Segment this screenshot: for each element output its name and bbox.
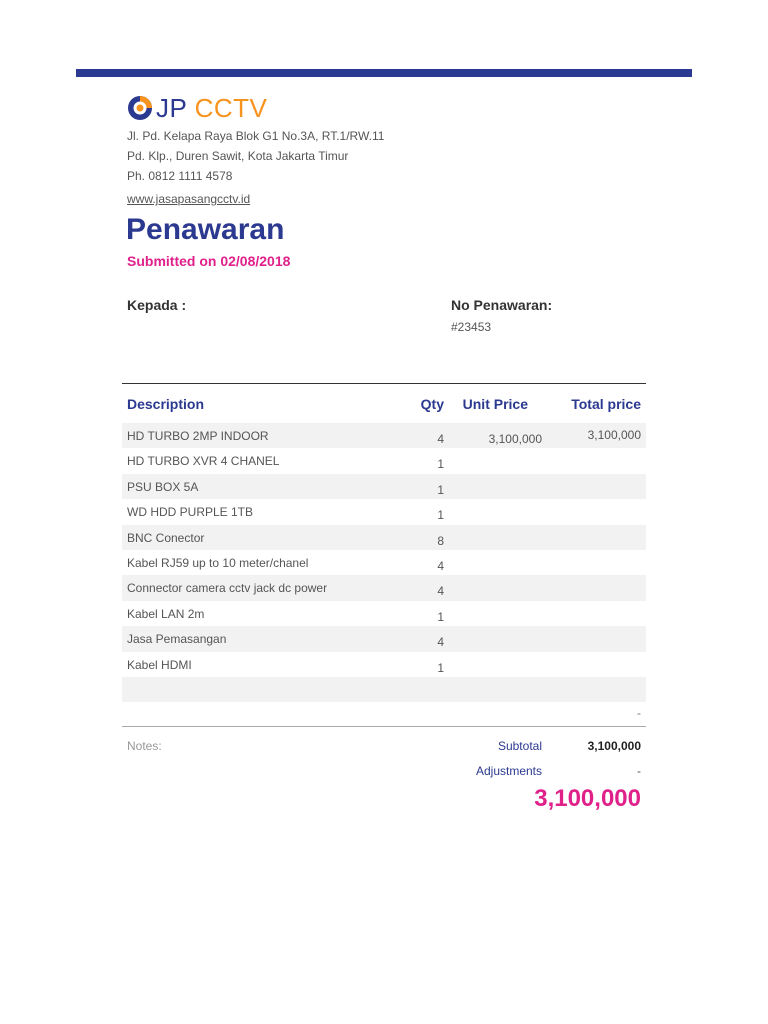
adjustments-label: Adjustments <box>475 764 542 778</box>
company-address-line2: Pd. Klp., Duren Sawit, Kota Jakarta Timur <box>127 149 349 163</box>
row-qty: 1 <box>437 457 444 472</box>
row-description: WD HDD PURPLE 1TB <box>127 505 254 520</box>
row-qty: 4 <box>437 432 444 446</box>
company-address-line1: Jl. Pd. Kelapa Raya Blok G1 No.3A, RT.1/RW.11 <box>127 129 385 143</box>
row-qty: 4 <box>437 558 444 573</box>
recipient-label: Kepada : <box>127 297 187 313</box>
trailing-total: - <box>637 706 641 721</box>
table-body <box>122 423 646 702</box>
table-row <box>122 474 646 499</box>
header-unit-price: Unit Price <box>462 396 528 412</box>
row-description: Jasa Pemasangan <box>127 632 227 647</box>
table-row <box>122 652 646 677</box>
header-description: Description <box>127 396 205 412</box>
camera-lens-icon <box>127 95 153 121</box>
row-description: Kabel HDMI <box>127 657 192 672</box>
table-row <box>122 575 646 600</box>
subtotal-label: Subtotal <box>497 739 542 753</box>
subtotal-value: 3,100,000 <box>587 739 641 753</box>
logo-suffix: CCTV <box>194 93 268 123</box>
row-description: PSU BOX 5A <box>127 479 199 494</box>
row-description: Kabel LAN 2m <box>127 606 205 621</box>
row-unit-price: 3,100,000 <box>488 432 542 446</box>
header-bar <box>76 69 692 77</box>
table-row <box>122 423 646 448</box>
company-logo <box>127 93 267 123</box>
row-description: Kabel RJ59 up to 10 meter/chanel <box>127 555 309 570</box>
table-row <box>122 601 646 626</box>
document-title: Penawaran <box>126 213 285 246</box>
notes-label: Notes: <box>127 739 162 753</box>
table-row <box>122 499 646 524</box>
row-qty: 8 <box>437 533 444 548</box>
table-header <box>122 384 646 423</box>
row-qty: 1 <box>437 609 444 624</box>
header-qty: Qty <box>420 396 444 412</box>
company-phone: Ph. 0812 1111 4578 <box>127 169 233 183</box>
table-row <box>122 448 646 473</box>
row-qty: 1 <box>437 508 444 523</box>
adjustments-value: - <box>637 764 641 778</box>
row-description: HD TURBO 2MP INDOOR <box>127 429 269 443</box>
logo-prefix: JP <box>156 93 187 123</box>
row-qty: 4 <box>437 635 444 650</box>
table-trailing-row <box>122 702 646 726</box>
items-table <box>122 383 646 727</box>
grand-total: 3,100,000 <box>534 785 641 812</box>
row-description: BNC Conector <box>127 530 205 545</box>
table-bottom-rule <box>122 726 646 727</box>
table-row <box>122 525 646 550</box>
row-qty: 1 <box>437 482 444 497</box>
table-row <box>122 626 646 651</box>
quote-number-label: No Penawaran: <box>451 297 553 313</box>
quote-number: #23453 <box>451 320 492 334</box>
table-row <box>122 550 646 575</box>
header-total-price: Total price <box>571 396 641 412</box>
row-qty: 1 <box>437 660 444 675</box>
row-total-price: 3,100,000 <box>587 428 641 442</box>
submitted-date: Submitted on 02/08/2018 <box>127 253 291 269</box>
table-row <box>122 677 646 702</box>
company-website-link[interactable]: www.jasapasangcctv.id <box>127 192 251 206</box>
row-qty: 4 <box>437 584 444 599</box>
row-description: HD TURBO XVR 4 CHANEL <box>127 454 280 469</box>
row-description: Connector camera cctv jack dc power <box>127 581 328 596</box>
